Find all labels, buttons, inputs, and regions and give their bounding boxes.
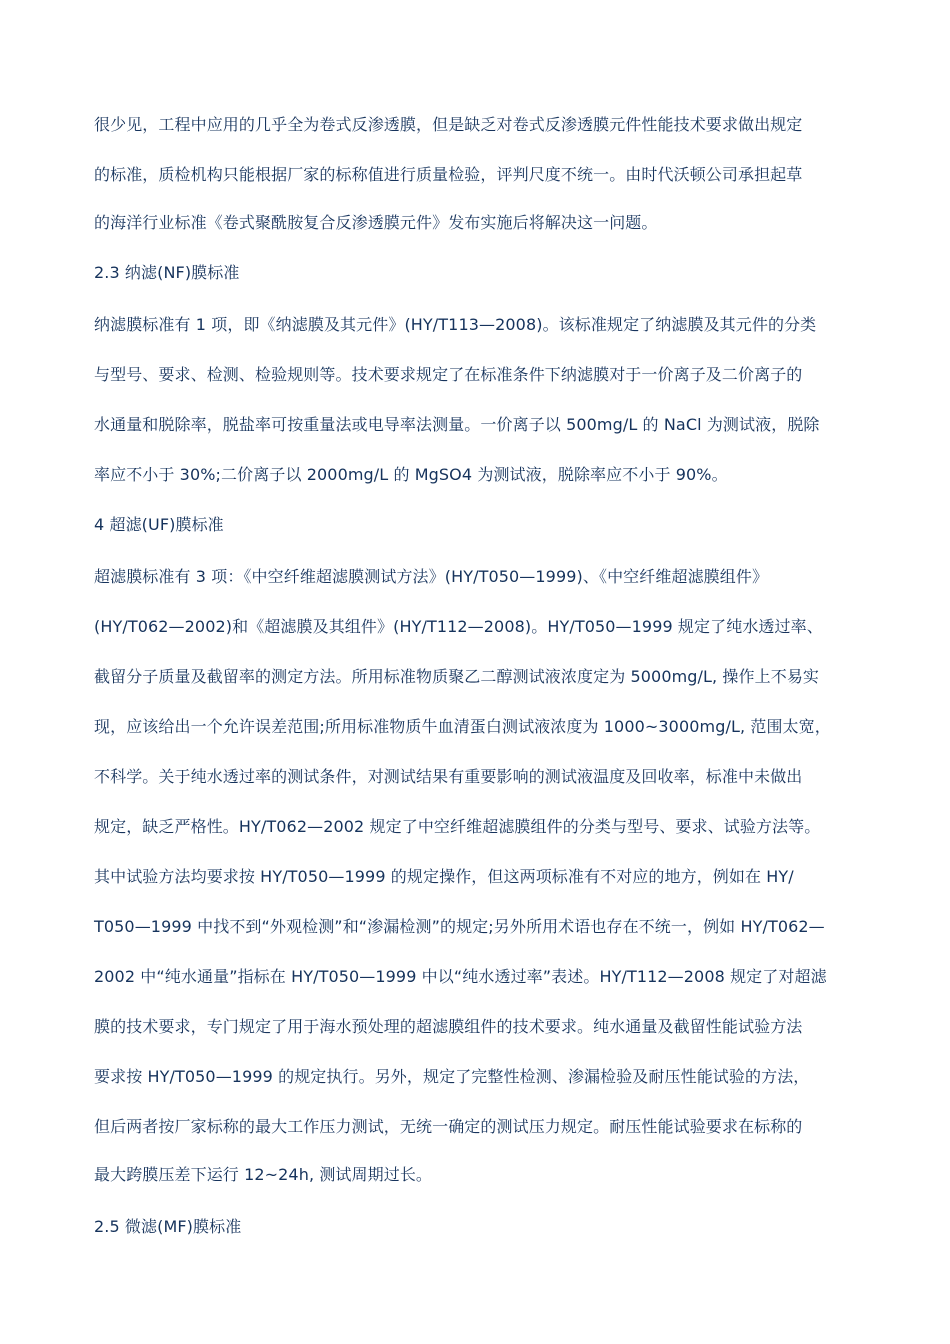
paragraph-line: 现，应该给出一个允许误差范围;所用标准物质牛血清蛋白测试液浓度为 1000~3000mg/L, 范围太宽， <box>94 717 831 736</box>
paragraph-line: 超滤膜标准有 3 项：《中空纤维超滤膜测试方法》(HY/T050—1999)、《中空纤维超滤膜组件》 <box>94 567 769 586</box>
paragraph-line: 率应不小于 30%;二价离子以 2000mg/L 的 MgSO4 为测试液，脱除率应不小于 90%。 <box>94 465 728 484</box>
paragraph-line: (HY/T062—2002)和《超滤膜及其组件》(HY/T112—2008)。HY/T050—1999 规定了纯水透过率、 <box>94 617 823 636</box>
paragraph-line: 膜的技术要求，专门规定了用于海水预处理的超滤膜组件的技术要求。纯水通量及截留性能试验方法 <box>94 1017 803 1036</box>
paragraph-line: 的海洋行业标准《卷式聚酰胺复合反渗透膜元件》发布实施后将解决这一问题。 <box>94 213 658 232</box>
paragraph-line: 水通量和脱除率，脱盐率可按重量法或电导率法测量。一价离子以 500mg/L 的 NaCl 为测试液，脱除 <box>94 415 820 434</box>
section-heading-mf: 2.5 微滤(MF)膜标准 <box>94 1217 242 1236</box>
paragraph-line: 很少见，工程中应用的几乎全为卷式反渗透膜，但是缺乏对卷式反渗透膜元件性能技术要求做出规定 <box>94 115 803 134</box>
paragraph-line: 但后两者按厂家标称的最大工作压力测试，无统一确定的测试压力规定。耐压性能试验要求在标称的 <box>94 1117 803 1136</box>
paragraph-line: 其中试验方法均要求按 HY/T050—1999 的规定操作，但这两项标准有不对应的地方，例如在 HY/ <box>94 867 794 886</box>
paragraph-line: 与型号、要求、检测、检验规则等。技术要求规定了在标准条件下纳滤膜对于一价离子及二价离子的 <box>94 365 803 384</box>
paragraph-line: 的标准，质检机构只能根据厂家的标称值进行质量检验，评判尺度不统一。由时代沃顿公司承担起草 <box>94 165 803 184</box>
paragraph-line: 不科学。关于纯水透过率的测试条件，对测试结果有重要影响的测试液温度及回收率，标准中未做出 <box>94 767 803 786</box>
paragraph-line: T050—1999 中找不到“外观检测”和“渗漏检测”的规定;另外所用术语也存在不统一，例如 HY/T062— <box>94 917 825 936</box>
paragraph-line: 纳滤膜标准有 1 项，即《纳滤膜及其元件》(HY/T113—2008)。该标准规定了纳滤膜及其元件的分类 <box>94 315 817 334</box>
section-heading-nf: 2.3 纳滤(NF)膜标准 <box>94 263 240 282</box>
paragraph-line: 规定，缺乏严格性。HY/T062—2002 规定了中空纤维超滤膜组件的分类与型号、要求、试验方法等。 <box>94 817 821 836</box>
paragraph-line: 2002 中“纯水通量”指标在 HY/T050—1999 中以“纯水透过率”表述。HY/T112—2008 规定了对超滤 <box>94 967 827 986</box>
paragraph-line: 截留分子质量及截留率的测定方法。所用标准物质聚乙二醇测试液浓度定为 5000mg/L, 操作上不易实 <box>94 667 820 686</box>
paragraph-line: 要求按 HY/T050—1999 的规定执行。另外，规定了完整性检测、渗漏检验及耐压性能试验的方法， <box>94 1067 810 1086</box>
section-heading-uf: 4 超滤(UF)膜标准 <box>94 515 224 534</box>
paragraph-line: 最大跨膜压差下运行 12~24h, 测试周期过长。 <box>94 1165 433 1184</box>
